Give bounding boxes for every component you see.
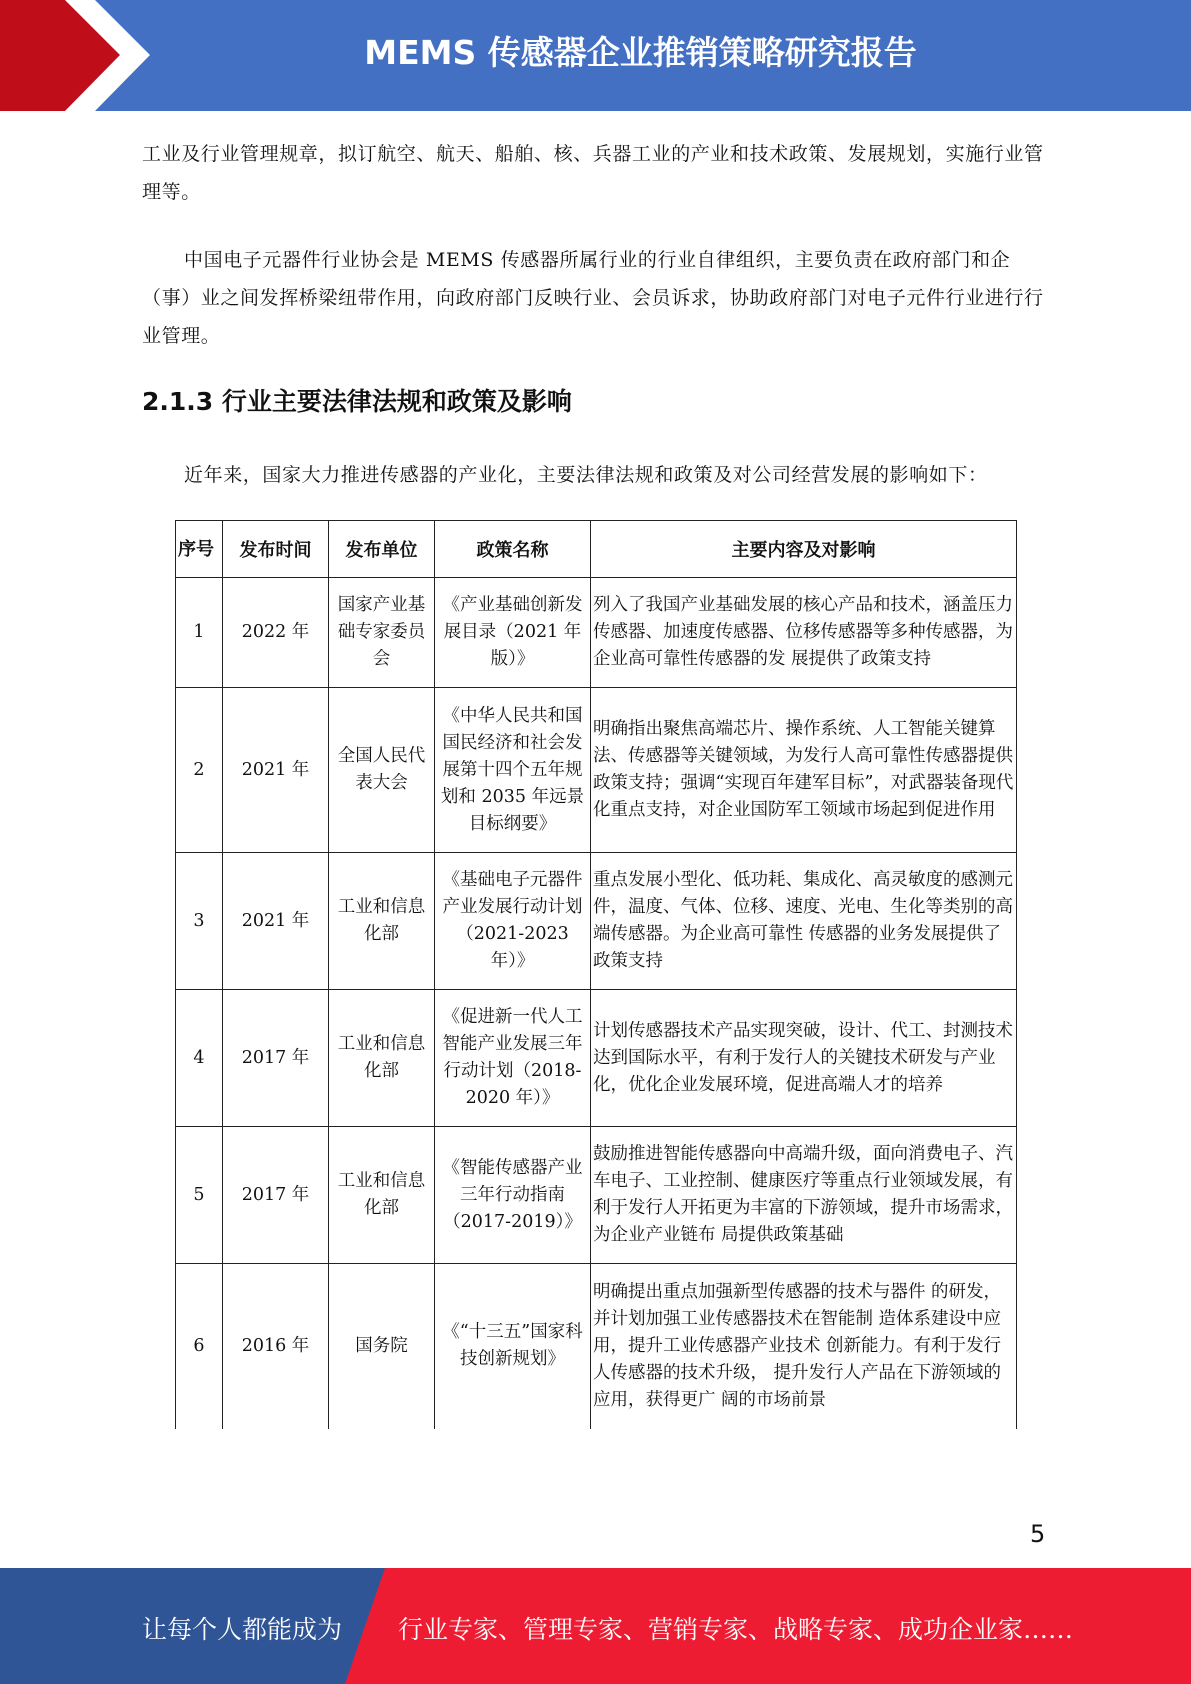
table-row <box>176 853 1017 990</box>
cell-seq: 5 <box>176 1127 223 1264</box>
cell-date: 2021 年 <box>223 688 329 853</box>
cell-date: 2017 年 <box>223 990 329 1127</box>
cell-content: 列入了我国产业基础发展的核心产品和技术，涵盖压力传感器、加速度传感器、位移传感器等多种传感器，为企业高可靠性传感器的发 展提供了政策支持 <box>591 578 1017 688</box>
table-row <box>176 1264 1017 1429</box>
page-header <box>0 0 1191 111</box>
page-number: 5 <box>1030 1520 1046 1548</box>
table-header-row <box>176 521 1017 578</box>
cell-content: 鼓励推进智能传感器向中高端升级，面向消费电子、汽车电子、工业控制、健康医疗等重点行业领域发展，有利于发行人开拓更为丰富的下游领域，提升市场需求，为企业产业链布 局提供政策基础 <box>591 1127 1017 1264</box>
cell-date: 2022 年 <box>223 578 329 688</box>
intro-paragraph: 近年来，国家大力推进传感器的产业化，主要法律法规和政策及对公司经营发展的影响如下： <box>184 464 988 486</box>
cell-content: 明确指出聚焦高端芯片、操作系统、人工智能关键算法、传感器等关键领域，为发行人高可靠性传感器提供政策支持；强调“实现百年建军目标”，对武器装备现代化重点支持，对企业国防军工领域市场起到促进作用 <box>591 688 1017 853</box>
table-row <box>176 578 1017 688</box>
cell-issuer: 国家产业基础专家委员会 <box>329 578 435 688</box>
header-date: 发布时间 <box>223 521 329 578</box>
cell-policy-name: 《基础电子元器件产业发展行动计划（2021-2023 年）》 <box>435 853 591 990</box>
cell-date: 2016 年 <box>223 1264 329 1429</box>
table-row <box>176 1127 1017 1264</box>
cell-seq: 2 <box>176 688 223 853</box>
table-row <box>176 990 1017 1127</box>
paragraph-1: 工业及行业管理规章，拟订航空、航天、船舶、核、兵器工业的产业和技术政策、发展规划，实施行业管理等。 <box>142 143 1044 203</box>
cell-content: 重点发展小型化、低功耗、集成化、高灵敏度的感测元件，温度、气体、位移、速度、光电、生化等类别的高端传感器。为企业高可靠性 传感器的业务发展提供了政策支持 <box>591 853 1017 990</box>
table-row <box>176 688 1017 853</box>
cell-issuer: 工业和信息化部 <box>329 990 435 1127</box>
cell-seq: 3 <box>176 853 223 990</box>
cell-issuer: 国务院 <box>329 1264 435 1429</box>
cell-policy-name: 《产业基础创新发展目录（2021 年版）》 <box>435 578 591 688</box>
report-title: MEMS 传感器企业推销策略研究报告 <box>364 33 917 72</box>
cell-date: 2021 年 <box>223 853 329 990</box>
header-seq: 序号 <box>176 521 223 578</box>
cell-seq: 1 <box>176 578 223 688</box>
cell-content: 计划传感器技术产品实现突破，设计、代工、封测技术达到国际水平，有利于发行人的关键技术研发与产业化，优化企业发展环境，促进高端人才的培养 <box>591 990 1017 1127</box>
header-content: 主要内容及对影响 <box>591 521 1017 578</box>
footer-slogan-right: 行业专家、管理专家、营销专家、战略专家、成功企业家…… <box>398 1615 1074 1644</box>
section-heading: 2.1.3 行业主要法律法规和政策及影响 <box>142 387 572 416</box>
cell-issuer: 全国人民代表大会 <box>329 688 435 853</box>
header-policy-name: 政策名称 <box>435 521 591 578</box>
cell-policy-name: 《“十三五”国家科技创新规划》 <box>435 1264 591 1429</box>
cell-policy-name: 《中华人民共和国国民经济和社会发展第十四个五年规划和 2035 年远景目标纲要》 <box>435 688 591 853</box>
policy-table <box>175 520 1017 1429</box>
cell-policy-name: 《智能传感器产业三年行动指南（2017-2019）》 <box>435 1127 591 1264</box>
cell-issuer: 工业和信息化部 <box>329 853 435 990</box>
header-issuer: 发布单位 <box>329 521 435 578</box>
cell-seq: 6 <box>176 1264 223 1429</box>
footer-slogan-left: 让每个人都能成为 <box>142 1615 343 1644</box>
cell-seq: 4 <box>176 990 223 1127</box>
paragraph-2: 中国电子元器件行业协会是 MEMS 传感器所属行业的行业自律组织，主要负责在政府部门和企（事）业之间发挥桥梁纽带作用，向政府部门反映行业、会员诉求，协助政府部门对电子元件行业进行行业管理。 <box>142 249 1044 347</box>
cell-date: 2017 年 <box>223 1127 329 1264</box>
cell-issuer: 工业和信息化部 <box>329 1127 435 1264</box>
cell-content: 明确提出重点加强新型传感器的技术与器件 的研发，并计划加强工业传感器技术在智能制 造体系建设中应用，提升工业传感器产业技术 创新能力。有利于发行人传感器的技术升级， 提升发行人产品在下游领域的应用，获得更广 阔的市场前景 <box>591 1264 1017 1429</box>
cell-policy-name: 《促进新一代人工智能产业发展三年行动计划（2018-2020 年）》 <box>435 990 591 1127</box>
